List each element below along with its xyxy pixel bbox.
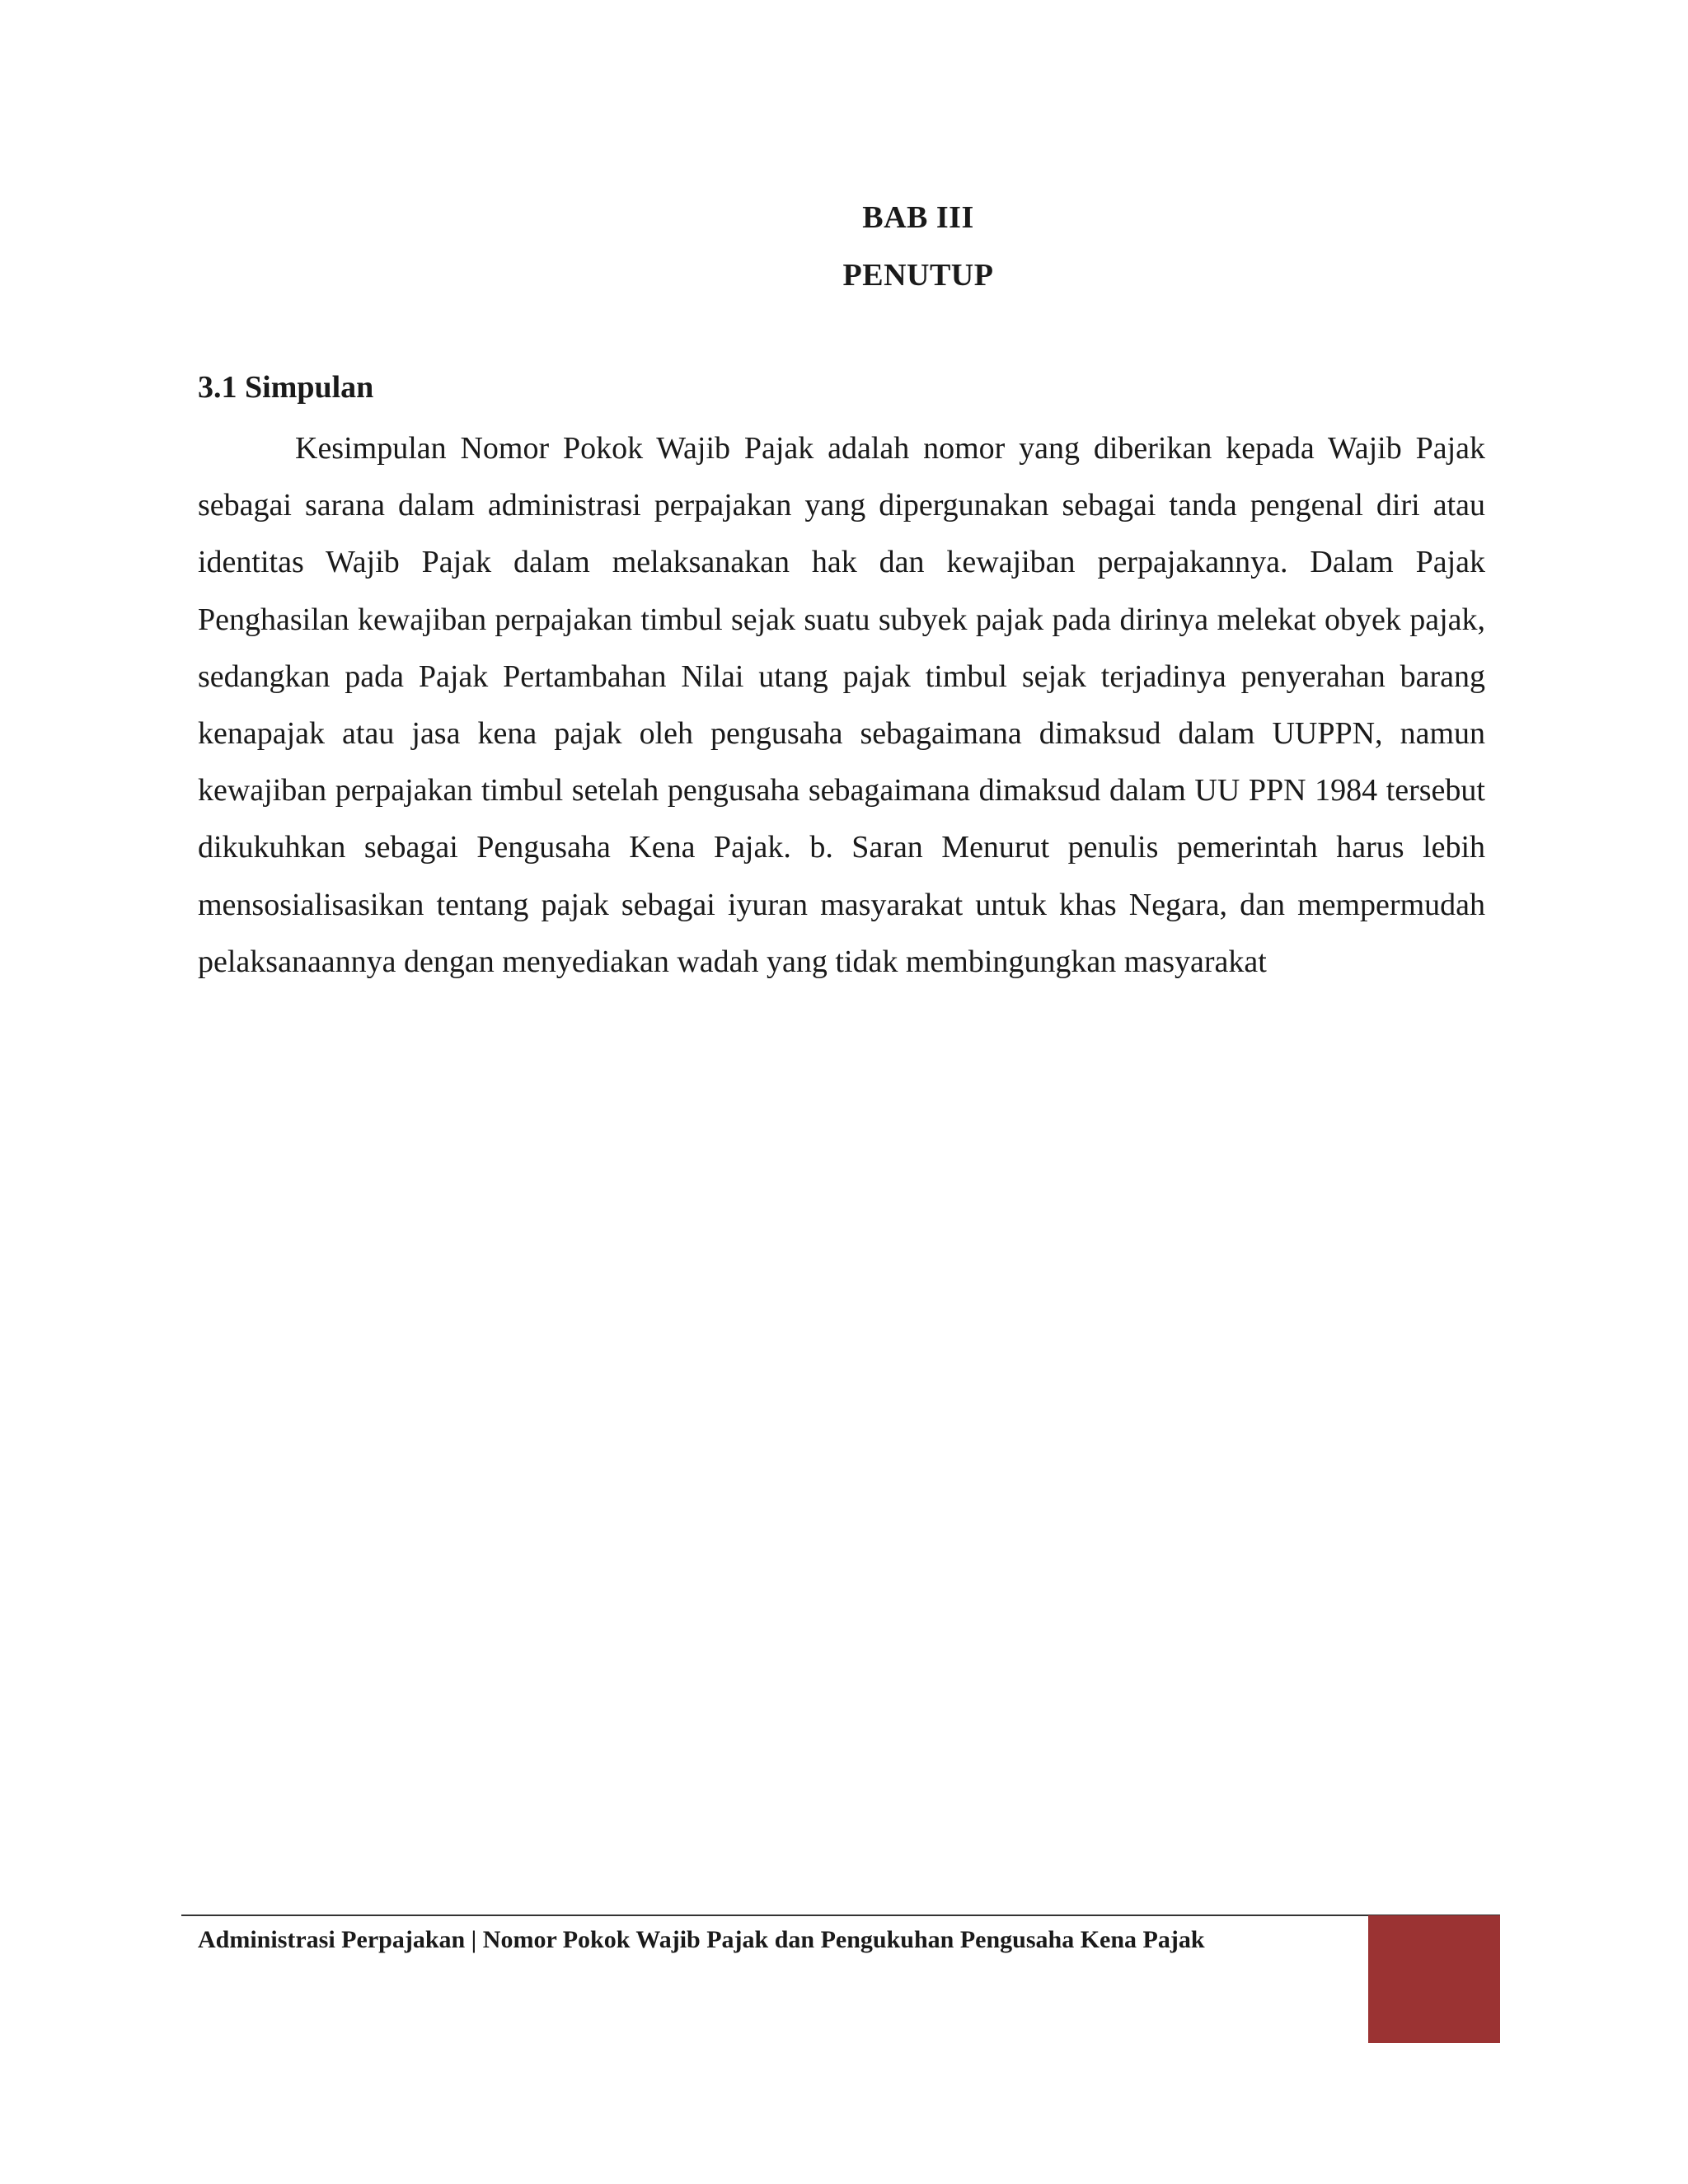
footer-title: Administrasi Perpajakan | Nomor Pokok Wajib Pajak dan Pengukuhan Pengusaha Kena Pajak: [198, 1926, 1205, 1953]
footer-page-number-block: [1368, 1915, 1500, 2043]
chapter-title: PENUTUP: [842, 258, 994, 293]
chapter-number: BAB III: [862, 200, 974, 235]
body-paragraph: Kesimpulan Nomor Pokok Wajib Pajak adalah nomor yang diberikan kepada Wajib Pajak sebagai sarana dalam administrasi perpajakan yang dipergunakan sebagai tanda pengenal diri atau identitas Wajib Pajak dalam melaksanakan hak dan kewajiban perpajakannya. Dalam Pajak Penghasilan kewajiban perpajakan timbul sejak suatu subyek pajak pada dirinya melekat obyek pajak, sedangkan pada Pajak Pertambahan Nilai utang pajak timbul sejak terjadinya penyerahan barang kenapajak atau jasa kena pajak oleh pengusaha sebagaimana dimaksud dalam UUPPN, namun kewajiban perpajakan timbul setelah pengusaha sebagaimana dimaksud dalam UU PPN 1984 tersebut dikukuhkan sebagai Pengusaha Kena Pajak. b. Saran Menurut penulis pemerintah harus lebih mensosialisasikan tentang pajak sebagai iyuran masyarakat untuk khas Negara, dan mempermudah pelaksanaannya dengan menyediakan wadah yang tidak membingungkan masyarakat: [198, 431, 1485, 979]
section-heading: 3.1 Simpulan: [198, 370, 374, 405]
footer-divider: [181, 1915, 1500, 1916]
